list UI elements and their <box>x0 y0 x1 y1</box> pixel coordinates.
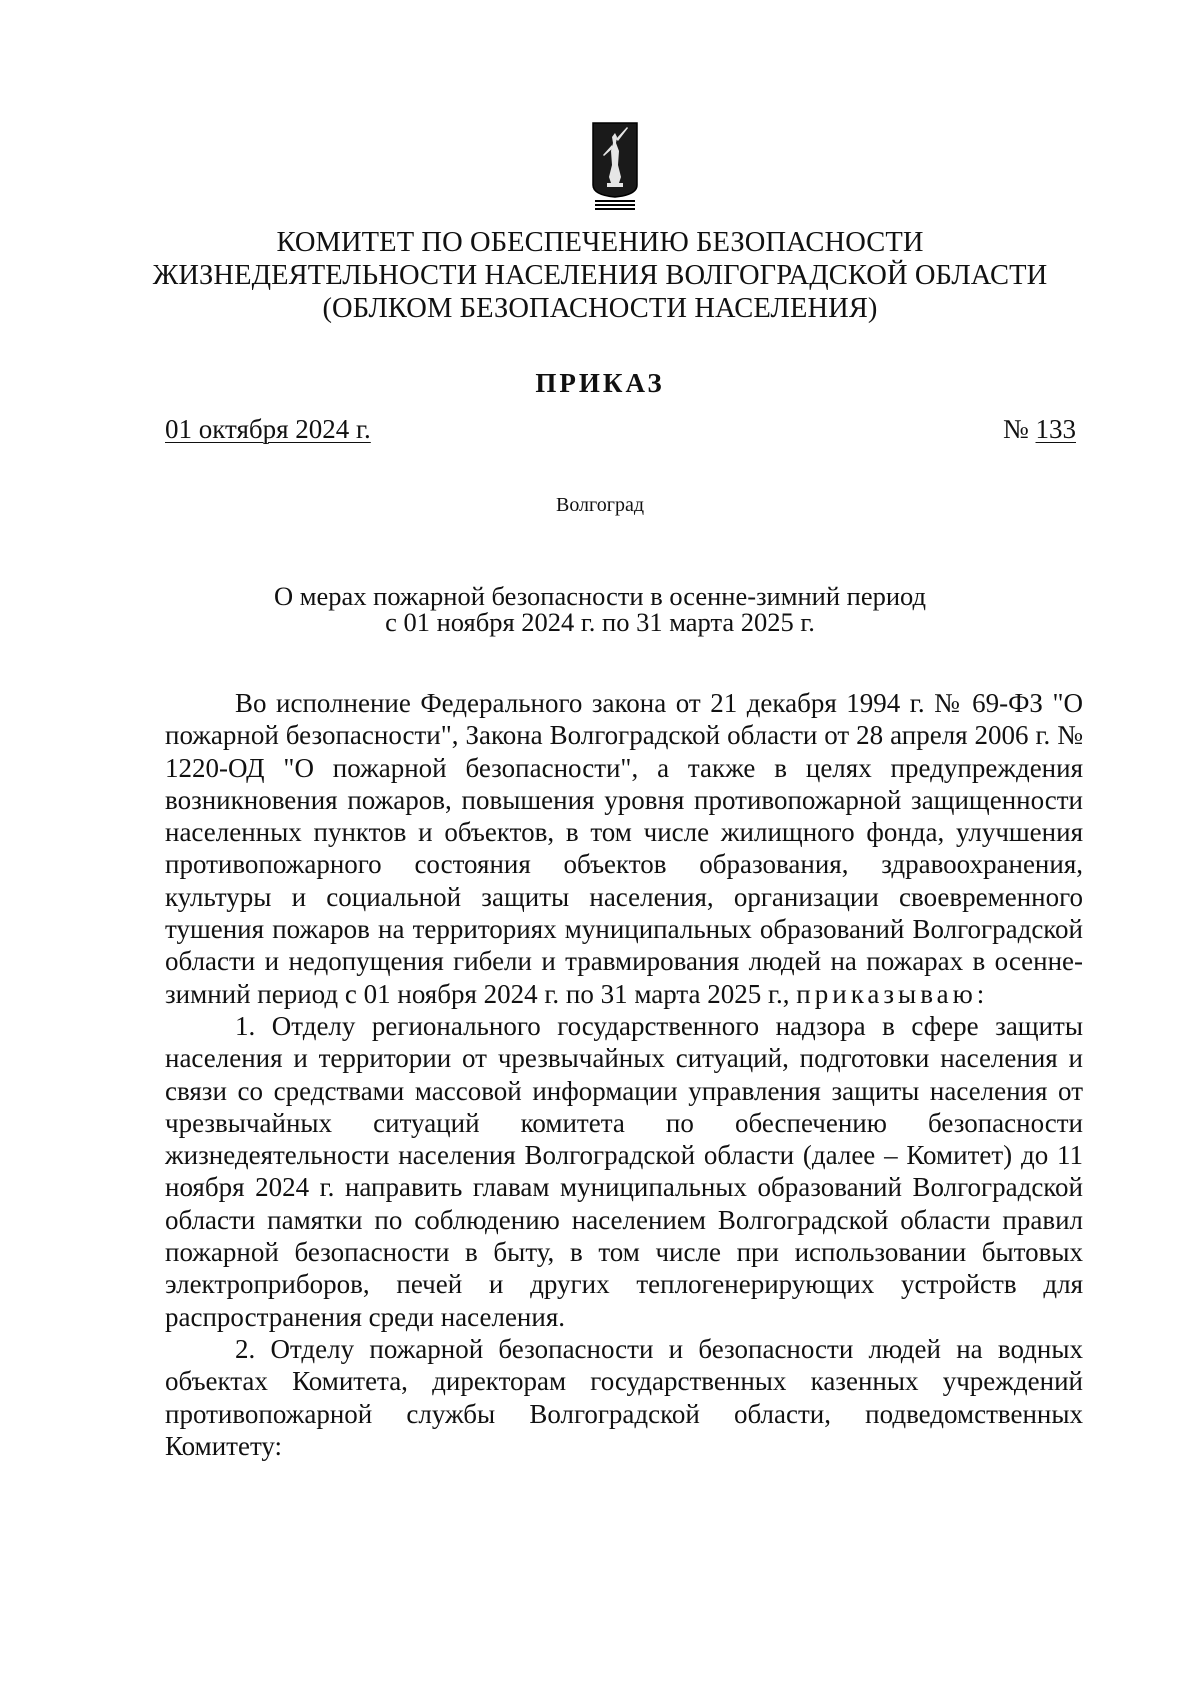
document-date: 01 октября 2024 г. <box>165 414 371 444</box>
volgograd-coat-of-arms-icon <box>591 121 639 211</box>
order-word: приказываю: <box>796 978 989 1009</box>
document-type: ПРИКАЗ <box>535 368 665 398</box>
preamble-paragraph <box>165 687 1083 1010</box>
subject-line-1: О мерах пожарной безопасности в осенне-зимний период <box>273 581 927 611</box>
document-subject <box>0 583 1200 635</box>
preamble-text: Во исполнение Федерального закона от 21 декабря 1994 г. № 69-ФЗ "О пожарной безопасности", Закона Волгоградской области от 28 апреля 2006 г. № 1220-ОД "О пожарной безопасности", а также в целях предупреждения возникновения пожаров, повышения уровня противопожарной защищенности населенных пунктов и объектов, в том числе жилищного фонда, улучшения противопожарного состояния объектов образования, здравоохранения, культуры и социальной защиты населения, организации своевременного тушения пожаров на территориях муниципальных образований Волгоградской области и недопущения гибели и травмирования людей на пожарах в осенне-зимний период с 01 ноября 2024 г. по 31 марта 2025 г., <box>165 688 1083 1009</box>
document-city: Волгоград <box>555 494 645 516</box>
org-title-line-3: (ОБЛКОМ БЕЗОПАСНОСТИ НАСЕЛЕНИЯ) <box>322 293 878 324</box>
number-value: 133 <box>1035 414 1076 444</box>
document-number <box>1003 414 1076 445</box>
item-1-paragraph: 1. Отделу регионального государственного надзора в сфере защиты населения и территории от чрезвычайных ситуаций, подготовки населения и связи со средствами массовой информации управления защиты населения от чрезвычайных ситуаций комитета по обеспечению безопасности жизнедеятельности населения Волгоградской области (далее – Комитет) до 11 ноября 2024 г. направить главам муниципальных образований Волгоградской области памятки по соблюдению населением Волгоградской области правил пожарной безопасности в быту, в том числе при использовании бытовых электроприборов, печей и других теплогенерирующих устройств для распространения среди населения. <box>165 1010 1083 1332</box>
organization-title <box>0 226 1200 325</box>
org-title-line-1: КОМИТЕТ ПО ОБЕСПЕЧЕНИЮ БЕЗОПАСНОСТИ <box>276 227 924 258</box>
org-title-line-2: ЖИЗНЕДЕЯТЕЛЬНОСТИ НАСЕЛЕНИЯ ВОЛГОГРАДСКОЙ ОБЛАСТИ <box>152 260 1048 291</box>
subject-line-2: с 01 ноября 2024 г. по 31 марта 2025 г. <box>385 607 815 637</box>
item-2-paragraph: 2. Отделу пожарной безопасности и безопасности людей на водных объектах Комитета, директорам государственных казенных учреждений противопожарной службы Волгоградской области, подведомственных Комитету: <box>165 1333 1083 1461</box>
document-body <box>165 687 1083 1462</box>
number-prefix: № <box>1002 414 1036 444</box>
